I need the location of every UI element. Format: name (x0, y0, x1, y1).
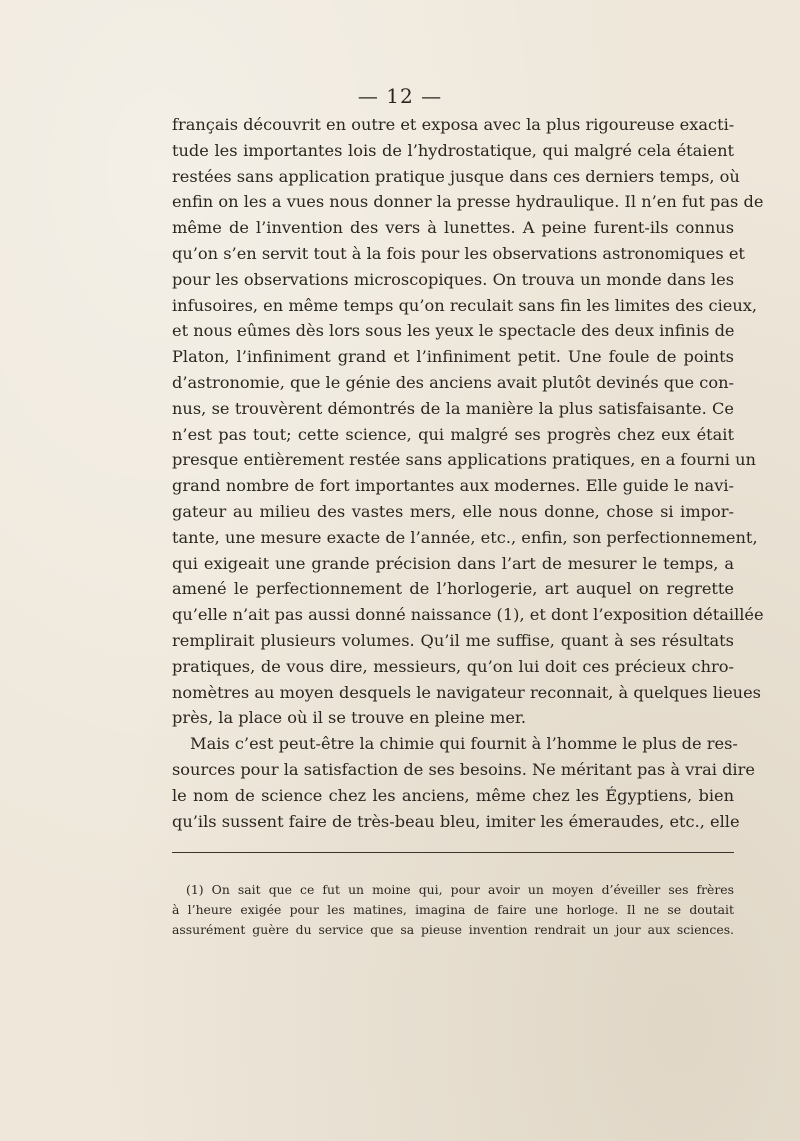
text-line: pour les observations microscopiques. On trouva un monde dans les (172, 269, 734, 289)
text-line: et nous eûmes dès lors sous les yeux le spectacle des deux infinis de (172, 321, 735, 341)
footnote-line: à l’heure exigée pour les matines, imagina de faire une horloge. Il ne se doutait (172, 902, 734, 917)
text-line: remplirait plusieurs volumes. Qu’il me suffise, quant à ses résultats (172, 630, 734, 650)
text-line: français découvrit en outre et exposa avec la plus rigoureuse exacti- (172, 115, 735, 134)
page-number: — 12 — (357, 84, 443, 108)
text-line: qu’on s’en servit tout à la fois pour les observations astronomiques et (172, 243, 745, 263)
text-line: presque entièrement restée sans applications pratiques, en a fourni un (172, 450, 756, 470)
text-line: près, la place où il se trouve en pleine mer. (172, 708, 526, 728)
text-line: infusoires, en même temps qu’on reculait sans fin les limites des cieux, (172, 295, 758, 315)
body-text (172, 112, 764, 834)
text-line: Mais c’est peut-être la chimie qui fournit à l’homme le plus de res- (190, 734, 738, 754)
text-line: nomètres au moyen desquels le navigateur reconnait, à quelques lieues (172, 682, 761, 702)
text-line: qui exigeait une grande précision dans l’art de mesurer le temps, a (172, 553, 734, 573)
text-line: n’est pas tout; cette science, qui malgré ses progrès chez eux était (172, 424, 734, 444)
footnote-divider (172, 852, 734, 853)
text-line: tante, une mesure exacte de l’année, etc., enfin, son perfectionnement, (172, 527, 758, 547)
text-line: d’astronomie, que le génie des anciens avait plutôt devinés que con- (172, 372, 734, 392)
text-line: pratiques, de vous dire, messieurs, qu’on lui doit ces précieux chro- (172, 656, 734, 676)
footnote-line: (1) On sait que ce fut un moine qui, pour avoir un moyen d’éveiller ses frères (186, 882, 734, 897)
text-line: amené le perfectionnement de l’horlogerie, art auquel on regrette (172, 579, 734, 599)
text-line: Platon, l’infiniment grand et l’infiniment petit. Une foule de points (172, 347, 734, 367)
footnote-line: assurément guère du service que sa pieuse invention rendrait un jour aux sciences. (172, 922, 734, 937)
text-line: grand nombre de fort importantes aux modernes. Elle guide le navi- (172, 476, 734, 496)
text-line: même de l’invention des vers à lunettes. A peine furent-ils connus (172, 218, 734, 238)
text-line: qu’elle n’ait pas aussi donné naissance (1), et dont l’exposition détaillée (172, 605, 764, 625)
text-line: tude les importantes lois de l’hydrostatique, qui malgré cela étaient (172, 140, 734, 160)
text-line: gateur au milieu des vastes mers, elle nous donne, chose si impor- (172, 501, 734, 521)
footnote (172, 880, 734, 940)
text-line: le nom de science chez les anciens, même chez les Égyptiens, bien (172, 785, 734, 805)
text-line: qu’ils sussent faire de très-beau bleu, imiter les émeraudes, etc., elle (172, 811, 740, 831)
text-line: enfin on les a vues nous donner la presse hydraulique. Il n’en fut pas de (172, 192, 764, 212)
text-line: sources pour la satisfaction de ses besoins. Ne méritant pas à vrai dire (172, 759, 755, 779)
text-line: restées sans application pratique jusque dans ces derniers temps, où (172, 166, 740, 186)
text-line: nus, se trouvèrent démontrés de la manière la plus satisfaisante. Ce (172, 398, 734, 418)
